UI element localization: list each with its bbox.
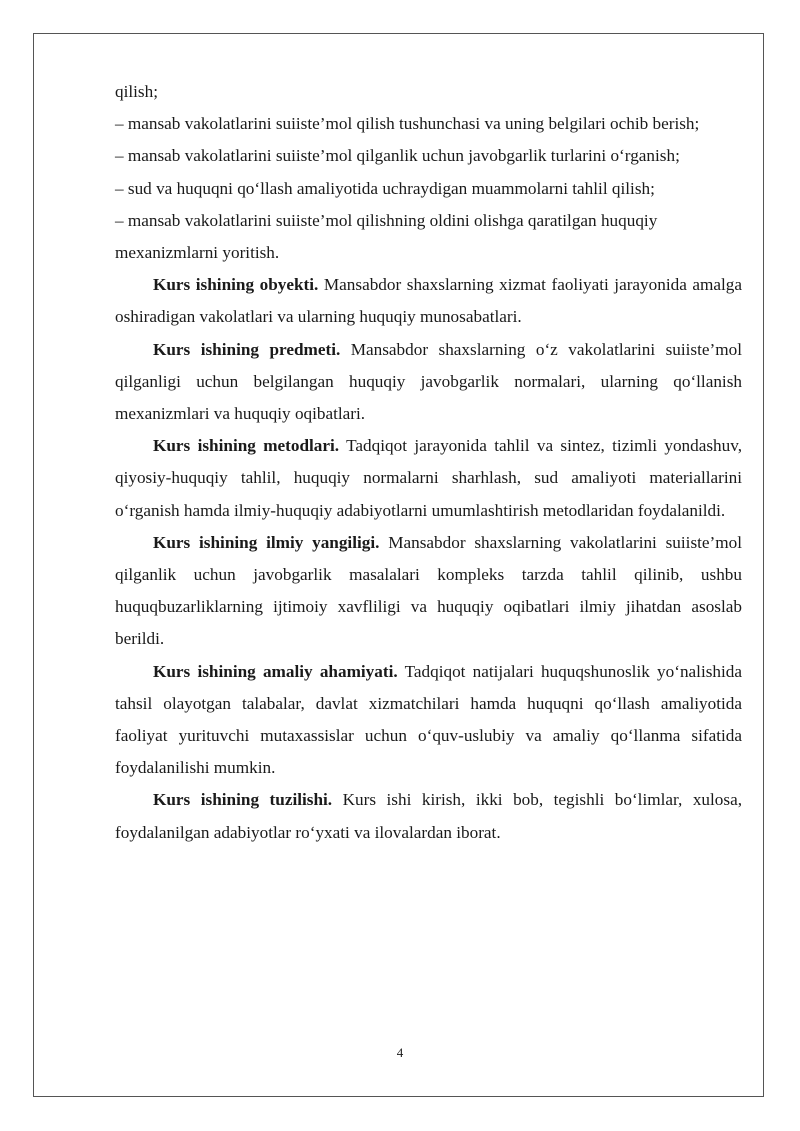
section-structure <box>115 784 742 848</box>
section-text: Kurs ishi kirish, ikki bob, tegishli bo‘limlar, xulosa, foydalanilgan adabiyotlar ro‘yxati va ilovalardan iborat. <box>115 790 743 842</box>
section-text: Tadqiqot jarayonida tahlil va sintez, tizimli yondashuv, qiyosiy-huquqiy tahlil, huquqiy normalarni sharhlash, sud amaliyoti materiallarini o‘rganish hamda ilmiy-huquqiy adabiyotlarni umumlashtirish metodlaridan foydalanildi. <box>115 436 743 520</box>
section-practical-value <box>115 656 742 785</box>
document-body <box>115 76 742 849</box>
section-subject <box>115 334 742 431</box>
page-number: 4 <box>396 1045 404 1060</box>
section-text: Mansabdor shaxslarning o‘z vakolatlarini suiiste’mol qilganligi uchun belgilangan huquqiy javobgarlik normalari, ularning qo‘llanish mexanizmlari va huquqiy oqibatlari. <box>115 339 742 424</box>
section-novelty <box>115 527 742 656</box>
list-line: qilish; <box>115 82 158 101</box>
list-line: – mansab vakolatlarini suiiste’mol qilishning oldini olishga qaratilgan huquqiy mexanizmlarni yoritish. <box>115 210 658 263</box>
section-text: Tadqiqot natijalari huquqshunoslik yo‘nalishida tahsil olayotgan talabalar, davlat xizmatchilari hamda huquqni qo‘llash amaliyotida faoliyat yurituvchi mutaxassislar uchun o‘quv-uslubiy va amaliy qo‘llanma sifatida foydalanilishi mumkin. <box>115 661 742 778</box>
section-heading: Kurs ishining amaliy ahamiyati. <box>153 661 398 681</box>
section-text: Mansabdor shaxslarning vakolatlarini suiiste’mol qilganlik uchun javobgarlik masalalari kompleks tarzda tahlil qilinib, ushbu huquqbuzarliklarning ijtimoiy xavfliligi va huquqiy oqibatlari ilmiy jihatdan asoslab berildi. <box>115 532 742 649</box>
section-heading: Kurs ishining predmeti. <box>153 339 341 359</box>
section-heading: Kurs ishining tuzilishi. <box>153 790 333 810</box>
list-line: – mansab vakolatlarini suiiste’mol qilganlik uchun javobgarlik turlarini o‘rganish; <box>115 146 680 166</box>
section-heading: Kurs ishining obyekti. <box>153 275 319 295</box>
section-methods <box>115 430 742 527</box>
section-heading: Kurs ishining metodlari. <box>153 436 340 456</box>
section-object <box>115 269 742 333</box>
list-line: – sud va huquqni qo‘llash amaliyotida uchraydigan muammolarni tahlil qilish; <box>115 178 655 198</box>
section-heading: Kurs ishining ilmiy yangiligi. <box>153 532 380 552</box>
section-text: Mansabdor shaxslarning xizmat faoliyati jarayonida amalga oshiradigan vakolatlari va ularning huquqiy munosabatlari. <box>115 275 742 327</box>
list-line: – mansab vakolatlarini suiiste’mol qilish tushunchasi va uning belgilari ochib berish; <box>115 114 700 134</box>
